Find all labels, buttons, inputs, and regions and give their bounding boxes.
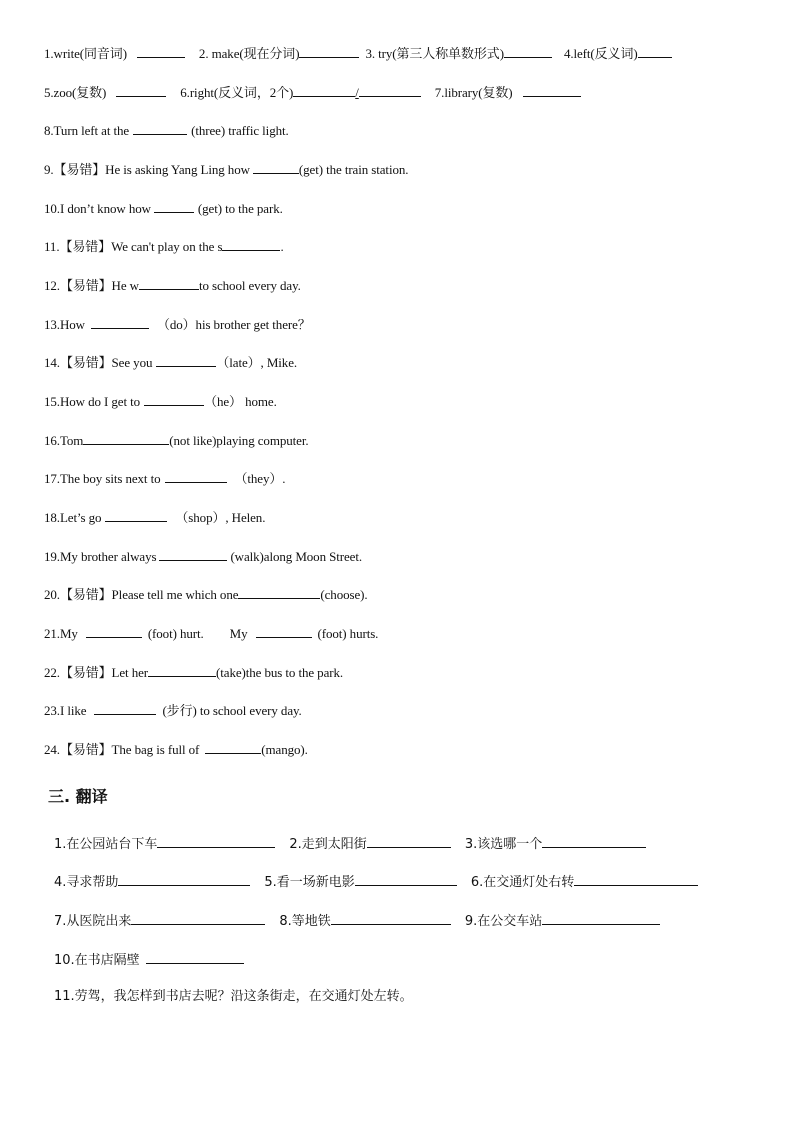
question-9 xyxy=(44,161,408,178)
q19-text-b: (walk)along Moon Street. xyxy=(230,549,362,564)
q11-text-a: 11.【易错】We can't play on the s xyxy=(44,239,223,254)
q21-text-b: (foot) hurt. xyxy=(147,626,204,641)
q6-slash: / xyxy=(355,85,359,100)
q19-answer-blank[interactable] xyxy=(159,548,227,561)
t3-answer-blank[interactable] xyxy=(542,835,646,848)
q6-answer-blank-2[interactable] xyxy=(359,84,421,97)
t9-label: 9.在公交车站 xyxy=(464,914,543,929)
question-14 xyxy=(44,354,297,371)
question-12 xyxy=(44,277,301,294)
q23-answer-blank[interactable] xyxy=(94,702,156,715)
q9-text-a: 9.【易错】He is asking Yang Ling how xyxy=(44,162,250,177)
t2-answer-blank[interactable] xyxy=(367,835,451,848)
question-20 xyxy=(44,586,368,603)
q12-answer-blank[interactable] xyxy=(139,277,199,290)
q7-label: 7.library(复数) xyxy=(434,85,513,100)
q24-text-b: (mango). xyxy=(261,742,308,757)
q16-text-a: 16.Tom xyxy=(44,433,84,448)
t9-answer-blank[interactable] xyxy=(542,912,660,925)
translation-10 xyxy=(54,951,244,969)
q8-answer-blank[interactable] xyxy=(133,122,187,135)
t4-label: 4.寻求帮助 xyxy=(54,875,119,890)
question-21 xyxy=(44,625,378,642)
question-row-1-4 xyxy=(44,45,672,62)
t6-answer-blank[interactable] xyxy=(574,873,698,886)
question-11 xyxy=(44,238,284,255)
q4-answer-blank[interactable] xyxy=(638,45,672,58)
t10-label: 10.在书店隔壁 xyxy=(54,953,140,968)
question-13 xyxy=(44,316,311,333)
t10-answer-blank[interactable] xyxy=(146,951,244,964)
q19-text-a: 19.My brother always xyxy=(44,549,157,564)
q14-answer-blank[interactable] xyxy=(156,354,216,367)
q1-answer-blank[interactable] xyxy=(137,45,185,58)
q10-text-a: 10.I don’t know how xyxy=(44,201,151,216)
t5-label: 5.看一场新电影 xyxy=(264,875,355,890)
q14-text-b: （late）, Mike. xyxy=(216,355,298,370)
translation-11 xyxy=(54,989,413,1005)
question-17 xyxy=(44,470,285,487)
q24-answer-blank[interactable] xyxy=(205,741,261,754)
q15-answer-blank[interactable] xyxy=(144,393,204,406)
q10-answer-blank[interactable] xyxy=(154,200,194,213)
question-8 xyxy=(44,122,289,139)
q22-answer-blank[interactable] xyxy=(148,664,216,677)
q23-text-a: 23.I like xyxy=(44,703,87,718)
t7-answer-blank[interactable] xyxy=(131,912,265,925)
q6-answer-blank-1[interactable] xyxy=(293,84,355,97)
question-16 xyxy=(44,432,308,449)
question-23 xyxy=(44,702,302,719)
q9-text-b: (get) the train station. xyxy=(298,162,409,177)
q4-label: 4.left(反义词) xyxy=(563,46,638,61)
q21-text-a: 21.My xyxy=(44,626,78,641)
q10-text-b: (get) to the park. xyxy=(197,201,283,216)
question-22 xyxy=(44,664,343,681)
t1-label: 1.在公园站台下车 xyxy=(54,837,158,852)
q8-text-a: 8.Turn left at the xyxy=(44,123,130,138)
question-18 xyxy=(44,509,265,526)
q2-answer-blank[interactable] xyxy=(299,45,359,58)
q21-answer-blank-2[interactable] xyxy=(256,625,312,638)
t3-label: 3.该选哪一个 xyxy=(464,837,543,852)
q15-text-a: 15.How do I get to xyxy=(44,394,141,409)
q15-text-b: （he） home. xyxy=(204,394,277,409)
translation-row-4-6 xyxy=(54,873,698,891)
q14-text-a: 14.【易错】See you xyxy=(44,355,153,370)
q1-label: 1.write(同音词) xyxy=(44,46,127,61)
q2-label: 2. make(现在分词) xyxy=(198,46,300,61)
q18-answer-blank[interactable] xyxy=(105,509,167,522)
t2-label: 2.走到太阳街 xyxy=(289,837,367,852)
q12-text-a: 12.【易错】He w xyxy=(44,278,139,293)
t6-label: 6.在交通灯处右转 xyxy=(470,875,575,890)
q11-text-b: . xyxy=(280,239,284,254)
q5-answer-blank[interactable] xyxy=(116,84,166,97)
q21-text-d: (foot) hurts. xyxy=(317,626,379,641)
q16-answer-blank[interactable] xyxy=(83,432,169,445)
q24-text-a: 24.【易错】The bag is full of xyxy=(44,742,200,757)
q22-text-b: (take)the bus to the park. xyxy=(216,665,344,680)
question-15 xyxy=(44,393,277,410)
q6-label: 6.right(反义词，2个) xyxy=(180,85,294,100)
q23-text-b: (步行) to school every day. xyxy=(162,703,302,718)
q3-label: 3. try(第三人称单数形式) xyxy=(365,46,504,61)
q20-text-a: 20.【易错】Please tell me which one xyxy=(44,587,239,602)
q13-answer-blank[interactable] xyxy=(91,316,149,329)
q12-text-b: to school every day. xyxy=(198,278,301,293)
t8-answer-blank[interactable] xyxy=(331,912,451,925)
q7-answer-blank[interactable] xyxy=(523,84,581,97)
q20-answer-blank[interactable] xyxy=(238,586,320,599)
t8-label: 8.等地铁 xyxy=(279,914,331,929)
section-title-translation: 三. 翻译 xyxy=(48,787,108,806)
q21-answer-blank-1[interactable] xyxy=(86,625,142,638)
q18-text-a: 18.Let’s go xyxy=(44,510,102,525)
q17-text-b: （they）. xyxy=(234,471,286,486)
t11-label: 11.劳驾，我怎样到书店去呢？沿这条街走，在交通灯处左转。 xyxy=(54,989,413,1004)
q5-label: 5.zoo(复数) xyxy=(44,85,107,100)
t4-answer-blank[interactable] xyxy=(118,873,250,886)
q16-text-b: (not like)playing computer. xyxy=(169,433,309,448)
q9-answer-blank[interactable] xyxy=(253,161,299,174)
q8-text-b: (three) traffic light. xyxy=(191,123,289,138)
q21-text-c: My xyxy=(229,626,248,641)
q11-answer-blank[interactable] xyxy=(222,238,280,251)
t1-answer-blank[interactable] xyxy=(157,835,275,848)
question-row-5-7 xyxy=(44,84,581,101)
q18-text-b: （shop）, Helen. xyxy=(175,510,266,525)
q13-text-a: 13.How xyxy=(44,317,85,332)
question-19 xyxy=(44,548,362,565)
q17-text-a: 17.The boy sits next to xyxy=(44,471,161,486)
q17-answer-blank[interactable] xyxy=(165,470,227,483)
question-24 xyxy=(44,741,308,758)
t5-answer-blank[interactable] xyxy=(355,873,457,886)
translation-row-1-3 xyxy=(54,835,646,853)
q3-answer-blank[interactable] xyxy=(504,45,552,58)
translation-row-7-9 xyxy=(54,912,660,930)
q20-text-b: (choose). xyxy=(320,587,368,602)
question-10 xyxy=(44,200,283,217)
t7-label: 7.从医院出来 xyxy=(54,914,132,929)
q13-text-b: （do）his brother get there？ xyxy=(156,317,311,332)
q22-text-a: 22.【易错】Let her xyxy=(44,665,149,680)
